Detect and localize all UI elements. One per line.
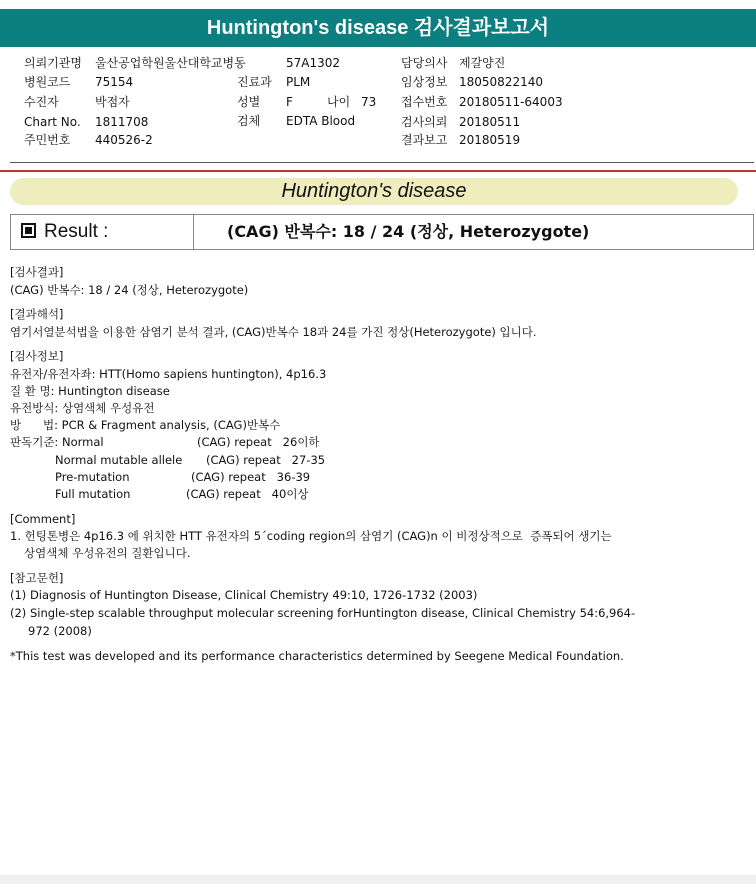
- sex-label: 성별: [237, 95, 261, 109]
- sex-value: F: [286, 95, 293, 109]
- age-value: 73: [361, 95, 377, 109]
- department-value: PLM: [286, 75, 311, 89]
- clinical-info-value: 18050822140: [459, 75, 543, 89]
- patient-value: 박점자: [95, 95, 130, 109]
- page-bottom-strip: [0, 875, 756, 884]
- institution-label: 의뢰기관명: [24, 56, 82, 70]
- references-heading: [참고문헌]: [10, 571, 64, 585]
- hospital-code-value: 75154: [95, 75, 134, 89]
- criteria-mutable-repeat: (CAG) repeat 27-35: [206, 453, 326, 467]
- comment-line-1: 1. 헌팅톤병은 4p16.3 에 위치한 HTT 유전자의 5´coding region의 삼염기 (CAG)n 이 비정상적으로 증폭되어 생기는: [10, 529, 612, 543]
- chart-no-label: Chart No.: [24, 115, 81, 129]
- receipt-no-label: 접수번호: [401, 95, 448, 109]
- criteria-premutation-name: Pre-mutation: [55, 470, 130, 484]
- hospital-code-label: 병원코드: [24, 75, 71, 89]
- section-divider: [0, 170, 756, 172]
- clinical-info-label: 임상정보: [401, 75, 448, 89]
- result-value: (CAG) 반복수: 18 / 24 (정상, Heterozygote): [227, 222, 590, 241]
- criteria-premutation-repeat: (CAG) repeat 36-39: [191, 470, 311, 484]
- report-title: Huntington's disease 검사결과보고서: [0, 9, 756, 47]
- result-heading: [검사결과]: [10, 265, 64, 279]
- institution-value: 울산공업학원울산대학교병동: [95, 56, 246, 70]
- criteria-full-name: Full mutation: [55, 487, 131, 501]
- result-text: (CAG) 반복수: 18 / 24 (정상, Heterozygote): [10, 283, 249, 297]
- result-label: [21, 215, 108, 249]
- info-heading: [검사정보]: [10, 349, 64, 363]
- header-divider: [10, 162, 754, 163]
- result-label-text: Result :: [44, 221, 109, 242]
- criteria-mutable-name: Normal mutable allele: [55, 453, 183, 467]
- inheritance-info: 유전방식: 상염색체 우성유전: [10, 401, 155, 415]
- criteria-label: 판독기준: Normal: [10, 435, 104, 449]
- interp-heading: [결과해석]: [10, 307, 64, 321]
- requested-label: 검사의뢰: [401, 115, 448, 129]
- specimen-value: EDTA Blood: [286, 114, 356, 128]
- chart-no-value: 1811708: [95, 115, 149, 129]
- reference-1: (1) Diagnosis of Huntington Disease, Clinical Chemistry 49:10, 1726-1732 (2003): [10, 588, 478, 602]
- reported-value: 20180519: [459, 133, 521, 147]
- age-label: 나이: [327, 95, 351, 109]
- comment-line-2: 상염색체 우성유전의 질환입니다.: [24, 546, 191, 560]
- interp-text: 염기서열분석법을 이용한 삼염기 분석 결과, (CAG)반복수 18과 24를 가진 정상(Heterozygote) 입니다.: [10, 325, 537, 339]
- reference-2-line-2: 972 (2008): [28, 624, 92, 638]
- id-no-label: 주민번호: [24, 133, 71, 147]
- doctor-value: 제갈양진: [459, 56, 506, 70]
- method-info: 방 법: PCR & Fragment analysis, (CAG)반복수: [10, 418, 281, 432]
- institution-code-value: 57A1302: [286, 56, 341, 70]
- disease-info: 질 환 명: Huntington disease: [10, 384, 170, 398]
- specimen-label: 검체: [237, 114, 261, 128]
- receipt-no-value: 20180511-64003: [459, 95, 563, 109]
- result-box: [10, 214, 754, 250]
- reported-label: 결과보고: [401, 133, 448, 147]
- criteria-normal-repeat: (CAG) repeat 26이하: [197, 435, 320, 449]
- patient-label: 수진자: [24, 95, 59, 109]
- gene-info: 유전자/유전자좌: HTT(Homo sapiens huntington), 4p16.3: [10, 367, 327, 381]
- footnote: *This test was developed and its performance characteristics determined by Seegene Medical Foundation.: [10, 649, 624, 663]
- section-title: Huntington's disease: [10, 178, 738, 205]
- result-divider: [193, 215, 194, 249]
- id-no-value: 440526-2: [95, 133, 153, 147]
- requested-value: 20180511: [459, 115, 521, 129]
- checkbox-icon: [21, 223, 36, 238]
- doctor-label: 담당의사: [401, 56, 448, 70]
- criteria-full-repeat: (CAG) repeat 40이상: [186, 487, 309, 501]
- comment-heading: [Comment]: [10, 512, 76, 526]
- reference-2-line-1: (2) Single-step scalable throughput molecular screening forHuntington disease, Clinical Chemistry 54:6,964-: [10, 606, 636, 620]
- department-label: 진료과: [237, 75, 272, 89]
